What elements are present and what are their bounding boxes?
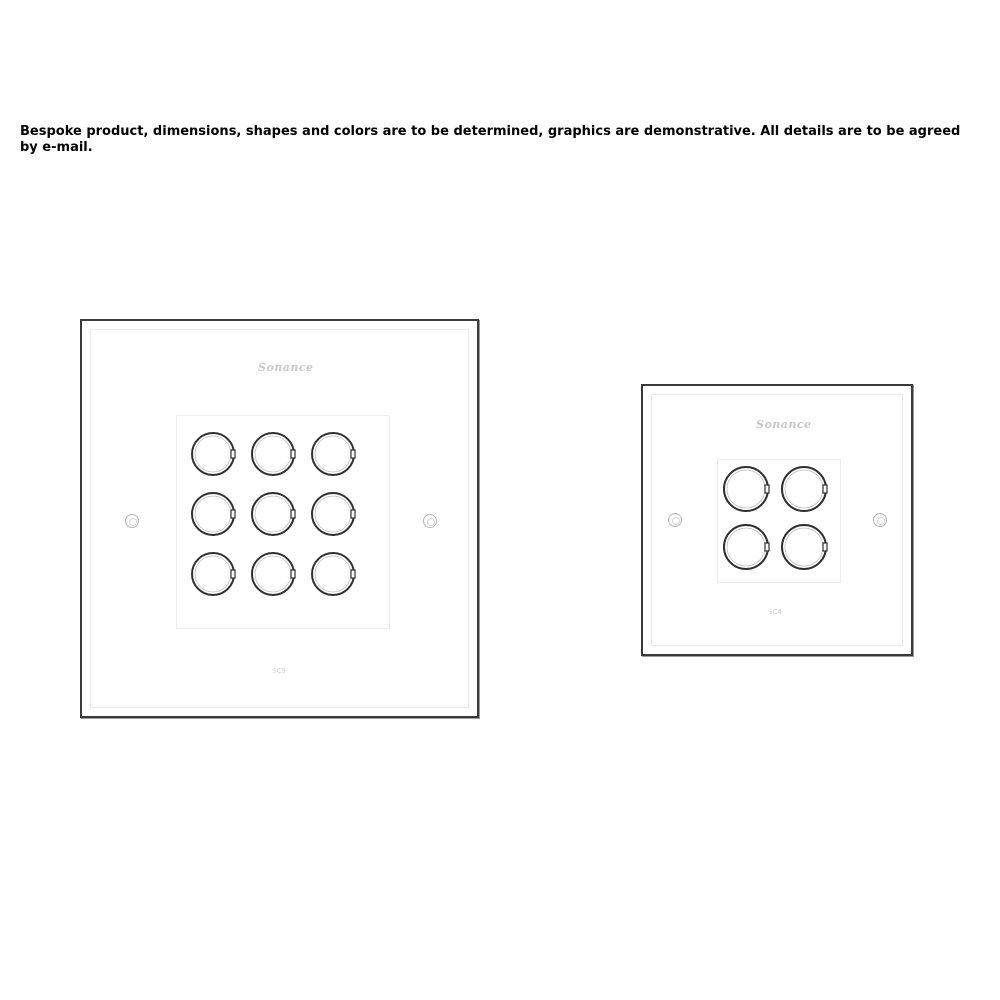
- binding-post-icon: [782, 467, 827, 511]
- binding-post-icon: [192, 493, 235, 535]
- binding-post-icon: [192, 553, 235, 595]
- brand-logo: Sonance: [756, 418, 812, 431]
- binding-post-icon: [252, 493, 295, 535]
- binding-post-icon: [312, 493, 355, 535]
- screw-right-icon: [873, 513, 887, 527]
- binding-post-icon: [192, 433, 235, 475]
- binding-post-icon: [782, 525, 827, 569]
- binding-post-icon: [312, 553, 355, 595]
- screw-left-icon: [125, 514, 139, 528]
- binding-post-icon: [252, 553, 295, 595]
- screw-left-icon: [668, 513, 682, 527]
- wall-plate-small: [641, 384, 913, 656]
- connector-grid: [722, 464, 832, 584]
- binding-post-icon: [252, 433, 295, 475]
- wall-plate-large: [80, 319, 479, 718]
- binding-post-icon: [724, 467, 769, 511]
- binding-post-icon: [312, 433, 355, 475]
- disclaimer-text: Bespoke product, dimensions, shapes and colors are to be determined, graphics are demonstrative. All details are to be agreed by e-mail.: [20, 124, 961, 155]
- connector-grid: [190, 429, 380, 619]
- binding-post-icon: [724, 525, 769, 569]
- screw-right-icon: [423, 514, 437, 528]
- model-label: SC4: [768, 608, 782, 616]
- brand-logo: Sonance: [258, 361, 314, 374]
- model-label: SC9: [272, 667, 286, 675]
